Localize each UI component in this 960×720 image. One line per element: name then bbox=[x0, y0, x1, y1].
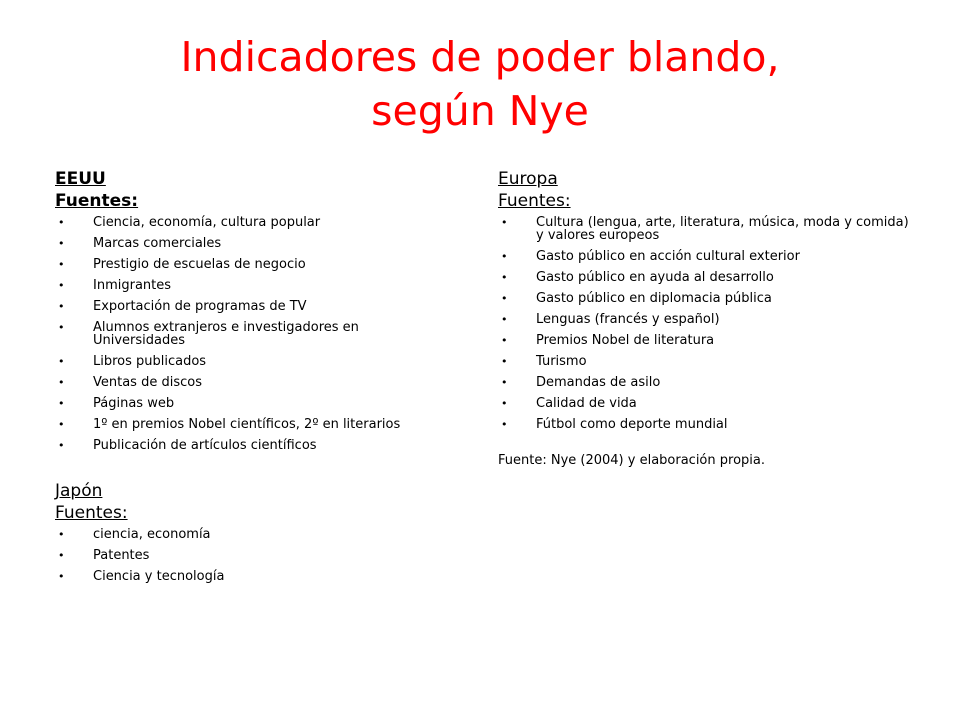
list-item: • Lenguas (francés y español) bbox=[498, 313, 918, 326]
list-item: • Ciencia, economía, cultura popular bbox=[55, 216, 455, 229]
list-item: • Ciencia y tecnología bbox=[55, 570, 455, 583]
list-item: • Fútbol como deporte mundial bbox=[498, 418, 918, 431]
list-item: • Exportación de programas de TV bbox=[55, 300, 455, 313]
list-item: • Premios Nobel de literatura bbox=[498, 334, 918, 347]
list-item: • Libros publicados bbox=[55, 355, 455, 368]
list-item: • Páginas web bbox=[55, 397, 455, 410]
list-item: • Gasto público en acción cultural exterior bbox=[498, 250, 918, 263]
list-item: • Alumnos extranjeros e investigadores en Universidades bbox=[55, 321, 455, 347]
list-item: • ciencia, economía bbox=[55, 528, 455, 541]
slide-title-line-2: según Nye bbox=[371, 87, 589, 135]
europe-section bbox=[498, 168, 918, 431]
list-item: • Gasto público en diplomacia pública bbox=[498, 292, 918, 305]
list-item: • Inmigrantes bbox=[55, 279, 455, 292]
list-item: • Publicación de artículos científicos bbox=[55, 439, 455, 452]
source-citation: Fuente: Nye (2004) y elaboración propia. bbox=[498, 453, 765, 468]
slide-title-line-1: Indicadores de poder blando, bbox=[180, 33, 780, 81]
usa-heading: EEUU bbox=[55, 169, 106, 189]
japan-sources-list bbox=[55, 528, 455, 583]
list-item: • Turismo bbox=[498, 355, 918, 368]
list-item: • Cultura (lengua, arte, literatura, música, moda y comida) y valores europeos bbox=[498, 216, 918, 242]
list-item: • Prestigio de escuelas de negocio bbox=[55, 258, 455, 271]
list-item: • 1º en premios Nobel científicos, 2º en literarios bbox=[55, 418, 455, 431]
list-item: • Demandas de asilo bbox=[498, 376, 918, 389]
usa-sources-label: Fuentes: bbox=[55, 191, 139, 211]
usa-section bbox=[55, 168, 455, 452]
japan-sources-label: Fuentes: bbox=[55, 503, 128, 523]
usa-sources-list bbox=[55, 216, 455, 452]
list-item: • Ventas de discos bbox=[55, 376, 455, 389]
list-item: • Gasto público en ayuda al desarrollo bbox=[498, 271, 918, 284]
europe-sources-list bbox=[498, 216, 918, 431]
europe-heading: Europa bbox=[498, 169, 558, 189]
list-item: • Marcas comerciales bbox=[55, 237, 455, 250]
japan-section bbox=[55, 480, 455, 583]
right-column bbox=[498, 168, 918, 469]
slide-title bbox=[40, 30, 920, 138]
list-item: • Patentes bbox=[55, 549, 455, 562]
japan-heading: Japón bbox=[55, 481, 103, 501]
europe-sources-label: Fuentes: bbox=[498, 191, 571, 211]
list-item: • Calidad de vida bbox=[498, 397, 918, 410]
left-column bbox=[55, 168, 455, 591]
